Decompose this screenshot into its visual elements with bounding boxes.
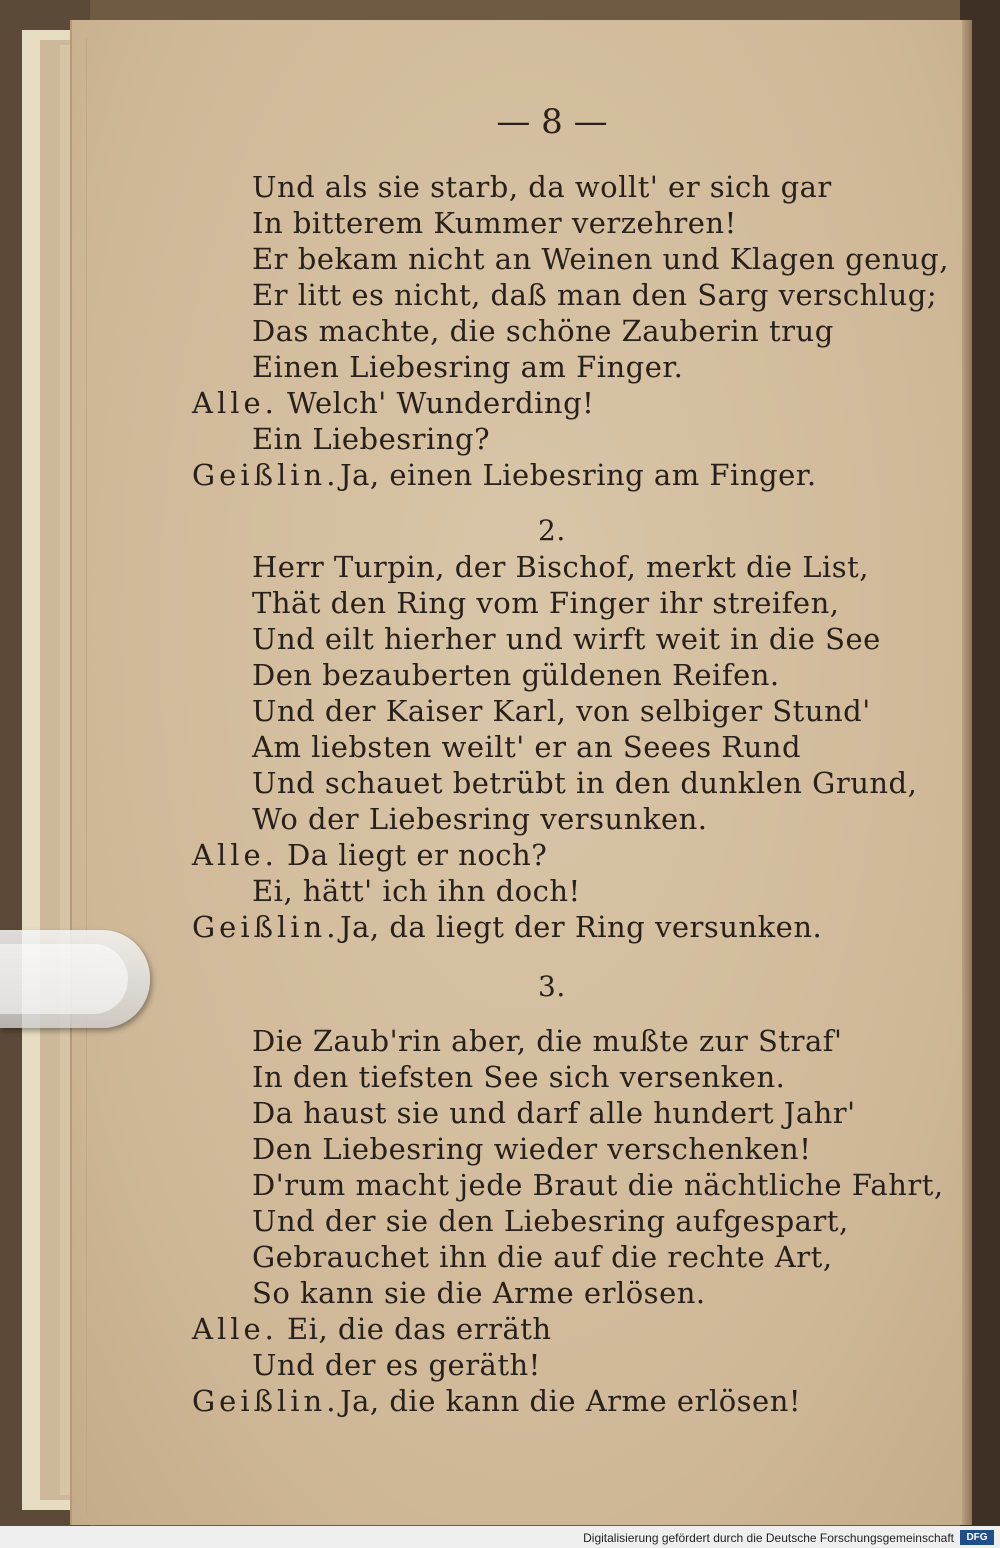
verse-line: Er bekam nicht an Weinen und Klagen genug, [252, 242, 949, 276]
speaker-label: Geißlin. [192, 458, 340, 492]
verse-line: Da haust sie und darf alle hundert Jahr' [252, 1096, 856, 1130]
verse-line: Ein Liebesring? [252, 422, 491, 456]
speaker-label: Geißlin. [192, 910, 340, 944]
verse-line: D'rum macht jede Braut die nächtliche Fahrt, [252, 1168, 944, 1202]
verse-line: In bitterem Kummer verzehren! [252, 206, 737, 240]
book-page [70, 20, 972, 1525]
verse-line: Und der sie den Liebesring aufgespart, [252, 1204, 849, 1238]
verse-line: Das machte, die schöne Zauberin trug [252, 314, 834, 348]
verse-line: Ja, da liegt der Ring versunken. [340, 910, 823, 944]
verse-line: Einen Liebesring am Finger. [252, 350, 684, 384]
verse-line: So kann sie die Arme erlösen. [252, 1276, 706, 1310]
verse-line: Da liegt er noch? [287, 838, 548, 872]
stanza-number: 2. [538, 514, 566, 547]
speaker-label: Alle. [192, 838, 278, 872]
speaker-label: Geißlin. [192, 1384, 340, 1418]
verse-line: Er litt es nicht, daß man den Sarg verschlug; [252, 278, 938, 312]
speaker-label: Alle. [192, 386, 278, 420]
verse-line: Und der es geräth! [252, 1348, 541, 1382]
verse-line: Die Zaub'rin aber, die mußte zur Straf' [252, 1024, 843, 1058]
verse-line: Und der Kaiser Karl, von selbiger Stund' [252, 694, 871, 728]
verse-line: Ei, hätt' ich ihn doch! [252, 874, 581, 908]
footer-bar [0, 1526, 1000, 1548]
verse-line: Den Liebesring wieder verschenken! [252, 1132, 812, 1166]
page-number: — 8 — [496, 102, 608, 142]
page-clip-highlight [0, 944, 128, 1014]
verse-line: Thät den Ring vom Finger ihr streifen, [252, 586, 840, 620]
verse-line: Welch' Wunderding! [287, 386, 595, 420]
verse-line: Gebrauchet ihn die auf die rechte Art, [252, 1240, 833, 1274]
poem-text [72, 20, 972, 1525]
verse-line: Wo der Liebesring versunken. [252, 802, 708, 836]
verse-line: Und als sie starb, da wollt' er sich gar [252, 170, 832, 204]
verse-line: Am liebsten weilt' er an Seees Rund [252, 730, 802, 764]
footer-credit: Digitalisierung gefördert durch die Deutsche Forschungsgemeinschaft [583, 1531, 954, 1545]
verse-line: In den tiefsten See sich versenken. [252, 1060, 786, 1094]
verse-line: Den bezauberten güldenen Reifen. [252, 658, 780, 692]
verse-line: Herr Turpin, der Bischof, merkt die List, [252, 550, 869, 584]
verse-line: Ei, die das erräth [287, 1312, 552, 1346]
verse-line: Ja, die kann die Arme erlösen! [340, 1384, 802, 1418]
verse-line: Und eilt hierher und wirft weit in die See [252, 622, 881, 656]
page-clip [0, 930, 150, 1028]
verse-line: Und schauet betrübt in den dunklen Grund, [252, 766, 918, 800]
stanza-number: 3. [538, 970, 566, 1003]
verse-line: Ja, einen Liebesring am Finger. [340, 458, 817, 492]
dfg-logo: DFG [960, 1530, 994, 1545]
speaker-label: Alle. [192, 1312, 278, 1346]
